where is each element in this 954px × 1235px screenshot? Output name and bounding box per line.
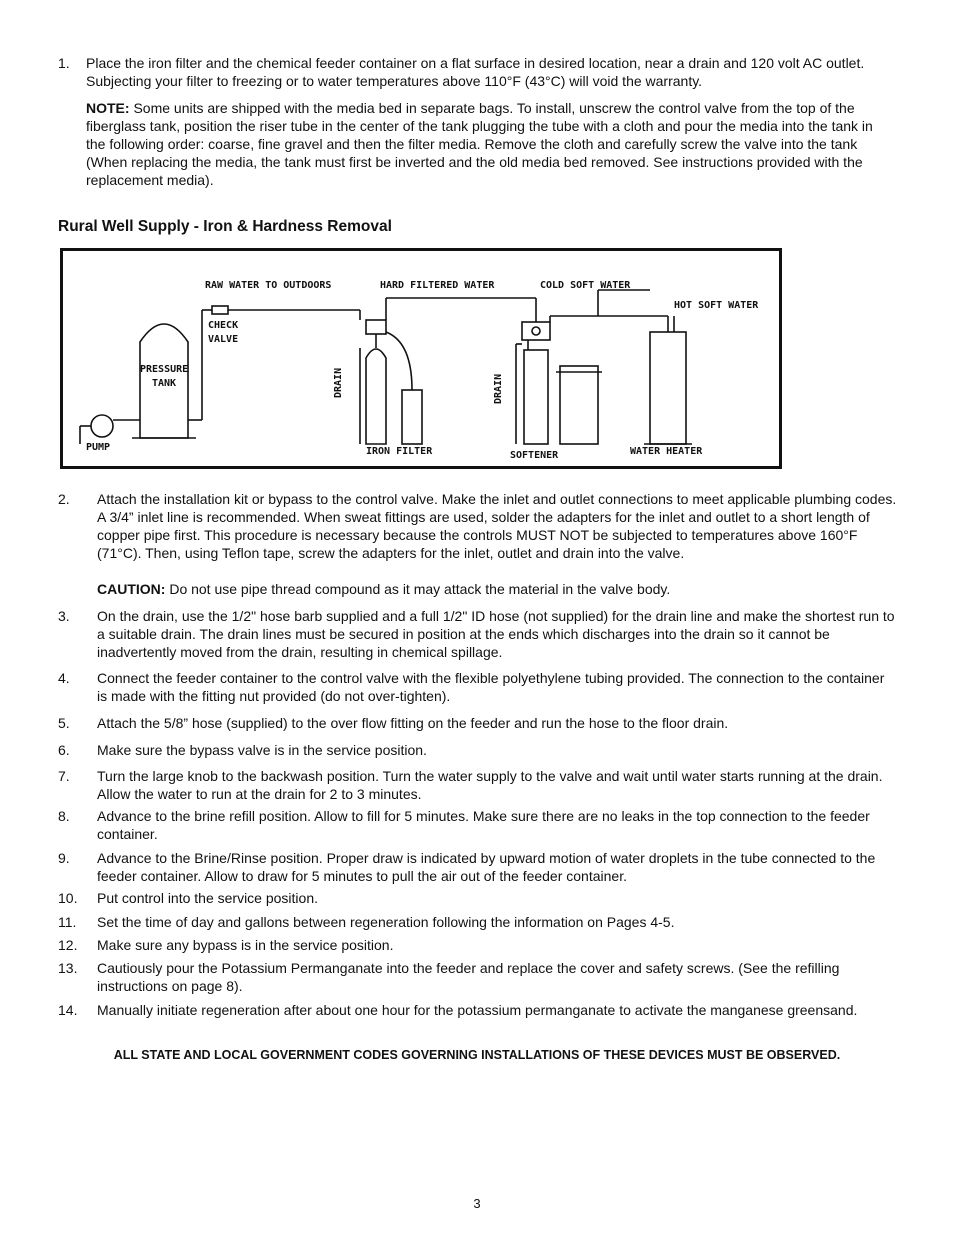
item-number: 1.	[58, 55, 70, 71]
item-text: On the drain, use the 1/2" hose barb supplied and a full 1/2" ID hose (not supplied) for the drain line and make the shortest run to a suitable drain. The drain lines must be secured in position at the ends which discharges into the drain so it cannot be inadvertently moved from the drain, resulting in chemical spillage.	[97, 608, 895, 660]
pressure-label: PRESSURE	[140, 364, 189, 375]
item-number: 11.	[58, 914, 77, 930]
item-text: Place the iron filter and the chemical feeder container on a flat surface in desired location, near a drain and 120 volt AC outlet. Subjecting your filter to freezing or to water temperatures above 110°F (43°C) will void the warranty.	[86, 55, 865, 89]
pump-symbol	[91, 415, 113, 437]
item-text: Manually initiate regeneration after about one hour for the potassium permanganate to activate the manganese greensand.	[97, 1002, 858, 1018]
item-number: 5.	[58, 715, 70, 731]
item-text: Attach the installation kit or bypass to the control valve. Make the inlet and outlet connections to meet applicable plumbing codes. A 3/4” inlet line is recommended. When sweat fittings are used, solder the adapters for the inlet and outlet to a short length of copper pipe first. This procedure is necessary because the controls MUST NOT be subjected to temperatures above 160°F (71°C). Then, using Teflon tape, screw the adapters for the inlet, outlet and drain into the valve.	[97, 491, 897, 561]
media-note	[86, 99, 886, 189]
check-valve	[212, 306, 228, 314]
page-number: 3	[473, 1196, 481, 1211]
section-heading: Rural Well Supply - Iron & Hardness Removal	[58, 218, 392, 235]
check-label: CHECK	[208, 320, 239, 331]
iron-filter-label: IRON FILTER	[366, 446, 433, 457]
iron-filter-tank	[366, 349, 386, 444]
drain-label-2: DRAIN	[493, 373, 504, 404]
item-number: 14.	[58, 1002, 78, 1018]
item-number: 13.	[58, 960, 78, 976]
cold-soft-label: COLD SOFT WATER	[540, 280, 631, 291]
item-number: 6.	[58, 742, 70, 758]
item-number: 2.	[58, 491, 70, 507]
valve-label: VALVE	[208, 334, 239, 345]
note-text: Some units are shipped with the media bed in separate bags. To install, unscrew the control valve from the top of the fiberglass tank, position the riser tube in the center of the tank plugging the tube with a cloth and pour the media into the tank in the following order: coarse, fine gravel and then the filter media. Remove the cloth and carefully screw the valve into the tank (When replacing the media, the tank must first be inverted and the old media bed removed. See instructions provided with the replacement media).	[86, 100, 873, 188]
iron-filter-valve	[366, 320, 386, 334]
item-text: Make sure any bypass is in the service position.	[97, 937, 394, 953]
tank-label: TANK	[152, 378, 177, 389]
codes-notice: ALL STATE AND LOCAL GOVERNMENT CODES GOVERNING INSTALLATIONS OF THESE DEVICES MUST BE OBSERVED.	[113, 1048, 841, 1062]
brine-tank	[560, 366, 598, 444]
hard-filtered-label: HARD FILTERED WATER	[380, 280, 495, 291]
item-text: Turn the large knob to the backwash position. Turn the water supply to the valve and wait until water starts running at the drain. Allow the water to run at the drain for 2 to 3 minutes.	[97, 768, 883, 802]
plumbing-diagram	[60, 248, 782, 469]
item-text: Attach the 5/8” hose (supplied) to the over flow fitting on the feeder and run the hose to the floor drain.	[97, 715, 729, 731]
softener-valve	[522, 322, 550, 340]
caution-label: CAUTION:	[97, 581, 166, 597]
item-text: Advance to the brine refill position. Allow to fill for 5 minutes. Make sure there are no leaks in the top connection to the feeder container.	[97, 808, 870, 842]
note-label: NOTE:	[86, 100, 130, 116]
raw-water-label: RAW WATER TO OUTDOORS	[205, 280, 332, 291]
item-number: 3.	[58, 608, 70, 624]
item-number: 7.	[58, 768, 70, 784]
item-number: 10.	[58, 890, 78, 906]
item-number: 4.	[58, 670, 70, 686]
drain-label-1: DRAIN	[333, 367, 344, 398]
softener-tank	[524, 350, 548, 444]
water-heater-label: WATER HEATER	[630, 446, 703, 457]
item-number: 9.	[58, 850, 70, 866]
item-text: Put control into the service position.	[97, 890, 319, 906]
water-heater	[650, 332, 686, 444]
hot-soft-label: HOT SOFT WATER	[674, 300, 759, 311]
caution-text: Do not use pipe thread compound as it may attack the material in the valve body.	[165, 581, 671, 597]
item-text: Cautiously pour the Potassium Permanganate into the feeder and replace the cover and safety screws. (See the refilling instructions on page 8).	[97, 960, 840, 994]
item-number: 8.	[58, 808, 70, 824]
softener-label: SOFTENER	[510, 450, 559, 461]
item-text: Make sure the bypass valve is in the service position.	[97, 742, 427, 758]
item-number: 12.	[58, 937, 78, 953]
item-text: Connect the feeder container to the control valve with the flexible polyethylene tubing provided. The connection to the container is made with the fitting nut provided (do not over-tighten).	[97, 670, 885, 704]
item-text: Advance to the Brine/Rinse position. Proper draw is indicated by upward motion of water droplets in the tube connected to the feeder container. Allow to draw for 5 minutes to pull the air out of the feeder container.	[97, 850, 876, 884]
item-text: Set the time of day and gallons between regeneration following the information on Pages 4-5.	[97, 914, 675, 930]
pump-label: PUMP	[86, 442, 111, 453]
chemical-feeder	[402, 390, 422, 444]
